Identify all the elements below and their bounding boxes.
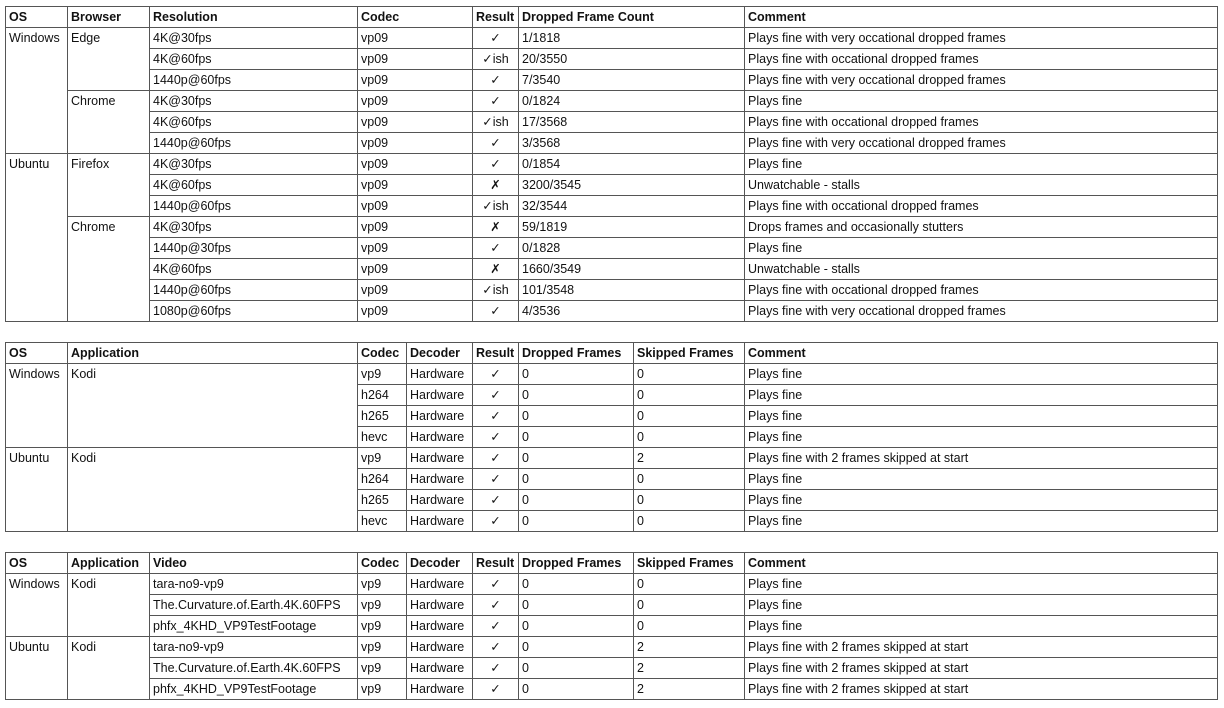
comment-cell: Plays fine [745,511,1218,532]
column-header-result: Result [473,553,519,574]
comment-cell: Plays fine [745,238,1218,259]
table-row [6,112,1218,133]
table-row [6,679,1218,700]
resolution-cell: 4K@60fps [150,112,358,133]
dropped-frames-cell: 0 [519,385,634,406]
dropped-frame-count-cell: 7/3540 [519,70,745,91]
comment-cell: Plays fine [745,595,1218,616]
codec-cell: vp09 [358,154,473,175]
browser-cell: Chrome [68,217,150,322]
codec-cell: vp9 [358,658,407,679]
video-cell: The.Curvature.of.Earth.4K.60FPS [150,595,358,616]
decoder-cell: Hardware [407,595,473,616]
decoder-cell: Hardware [407,574,473,595]
dropped-frame-count-cell: 17/3568 [519,112,745,133]
comment-cell: Plays fine with 2 frames skipped at start [745,679,1218,700]
codec-cell: vp9 [358,637,407,658]
codec-cell: vp9 [358,679,407,700]
codec-cell: h264 [358,385,407,406]
comment-cell: Plays fine [745,154,1218,175]
column-header-result: Result [473,343,519,364]
column-header-result: Result [473,7,519,28]
dropped-frame-count-cell: 0/1824 [519,91,745,112]
result-cell: ✓ [473,679,519,700]
skipped-frames-cell: 2 [634,637,745,658]
comment-cell: Plays fine [745,406,1218,427]
table-row [6,217,1218,238]
result-cell: ✓ [473,616,519,637]
skipped-frames-cell: 0 [634,364,745,385]
video-table-header-row [6,553,1218,574]
application-table-header-row [6,343,1218,364]
decoder-cell: Hardware [407,406,473,427]
comment-cell: Plays fine [745,616,1218,637]
dropped-frames-cell: 0 [519,595,634,616]
skipped-frames-cell: 0 [634,385,745,406]
column-header-codec: Codec [358,553,407,574]
comment-cell: Plays fine with very occational dropped frames [745,133,1218,154]
application-cell: Kodi [68,637,150,700]
skipped-frames-cell: 0 [634,616,745,637]
result-cell: ✓ [473,574,519,595]
result-cell: ✓ [473,301,519,322]
application-cell: Kodi [68,364,358,448]
table-row [6,70,1218,91]
os-cell: Ubuntu [6,637,68,700]
result-cell: ✓ [473,238,519,259]
comment-cell: Plays fine with 2 frames skipped at start [745,448,1218,469]
table-row [6,616,1218,637]
dropped-frames-cell: 0 [519,469,634,490]
comment-cell: Plays fine with 2 frames skipped at start [745,637,1218,658]
column-header-comment: Comment [745,553,1218,574]
result-cell: ✓ [473,364,519,385]
dropped-frame-count-cell: 0/1854 [519,154,745,175]
column-header-os: OS [6,553,68,574]
comment-cell: Unwatchable - stalls [745,175,1218,196]
table-row [6,364,1218,385]
comment-cell: Plays fine [745,490,1218,511]
video-cell: phfx_4KHD_VP9TestFootage [150,616,358,637]
table-row [6,154,1218,175]
result-cell: ✓ [473,70,519,91]
skipped-frames-cell: 2 [634,679,745,700]
result-cell: ✓ [473,469,519,490]
column-header-dropped-frames: Dropped Frames [519,553,634,574]
table-row [6,637,1218,658]
result-cell: ✓ [473,637,519,658]
comment-cell: Plays fine [745,574,1218,595]
column-header-skipped-frames: Skipped Frames [634,343,745,364]
resolution-cell: 1440p@60fps [150,280,358,301]
skipped-frames-cell: 0 [634,469,745,490]
result-cell: ✓ [473,427,519,448]
comment-cell: Plays fine [745,385,1218,406]
column-header-dropped-frame-count: Dropped Frame Count [519,7,745,28]
table-row [6,259,1218,280]
dropped-frame-count-cell: 20/3550 [519,49,745,70]
comment-cell: Plays fine with occational dropped frames [745,196,1218,217]
codec-cell: vp9 [358,616,407,637]
dropped-frames-cell: 0 [519,448,634,469]
browser-playback-table [5,6,1218,322]
result-cell: ✓ [473,511,519,532]
codec-cell: vp09 [358,238,473,259]
comment-cell: Plays fine [745,364,1218,385]
dropped-frame-count-cell: 3200/3545 [519,175,745,196]
skipped-frames-cell: 0 [634,574,745,595]
result-cell: ✓ish [473,280,519,301]
application-cell: Kodi [68,574,150,637]
table-row [6,448,1218,469]
decoder-cell: Hardware [407,658,473,679]
dropped-frame-count-cell: 0/1828 [519,238,745,259]
dropped-frames-cell: 0 [519,364,634,385]
codec-cell: vp09 [358,301,473,322]
dropped-frames-cell: 0 [519,511,634,532]
codec-cell: vp09 [358,196,473,217]
codec-cell: hevc [358,511,407,532]
column-header-comment: Comment [745,343,1218,364]
column-header-decoder: Decoder [407,553,473,574]
column-header-comment: Comment [745,7,1218,28]
result-cell: ✓ [473,133,519,154]
video-cell: tara-no9-vp9 [150,637,358,658]
codec-cell: vp09 [358,133,473,154]
column-header-dropped-frames: Dropped Frames [519,343,634,364]
comment-cell: Plays fine with very occational dropped frames [745,301,1218,322]
column-header-os: OS [6,343,68,364]
comment-cell: Plays fine with occational dropped frames [745,49,1218,70]
os-cell: Ubuntu [6,448,68,532]
comment-cell: Plays fine with occational dropped frames [745,280,1218,301]
dropped-frame-count-cell: 4/3536 [519,301,745,322]
resolution-cell: 4K@60fps [150,175,358,196]
column-header-decoder: Decoder [407,343,473,364]
column-header-application: Application [68,343,358,364]
dropped-frames-cell: 0 [519,616,634,637]
column-header-application: Application [68,553,150,574]
result-cell: ✓ [473,595,519,616]
resolution-cell: 1080p@60fps [150,301,358,322]
dropped-frame-count-cell: 101/3548 [519,280,745,301]
dropped-frames-cell: 0 [519,658,634,679]
table-row [6,595,1218,616]
result-cell: ✓ [473,154,519,175]
resolution-cell: 1440p@30fps [150,238,358,259]
codec-cell: vp09 [358,217,473,238]
decoder-cell: Hardware [407,616,473,637]
decoder-cell: Hardware [407,448,473,469]
dropped-frame-count-cell: 32/3544 [519,196,745,217]
comment-cell: Plays fine with 2 frames skipped at start [745,658,1218,679]
dropped-frames-cell: 0 [519,637,634,658]
video-cell: tara-no9-vp9 [150,574,358,595]
os-cell: Windows [6,364,68,448]
codec-cell: vp9 [358,574,407,595]
resolution-cell: 4K@60fps [150,49,358,70]
result-cell: ✗ [473,259,519,280]
table-row [6,280,1218,301]
comment-cell: Plays fine with occational dropped frames [745,112,1218,133]
skipped-frames-cell: 0 [634,511,745,532]
os-cell: Windows [6,574,68,637]
browser-table-header-row [6,7,1218,28]
codec-cell: hevc [358,427,407,448]
decoder-cell: Hardware [407,511,473,532]
skipped-frames-cell: 0 [634,427,745,448]
dropped-frames-cell: 0 [519,406,634,427]
table-row [6,49,1218,70]
result-cell: ✗ [473,175,519,196]
result-cell: ✓ [473,91,519,112]
os-cell: Windows [6,28,68,154]
column-header-codec: Codec [358,7,473,28]
result-cell: ✗ [473,217,519,238]
result-cell: ✓ [473,490,519,511]
table-row [6,301,1218,322]
resolution-cell: 4K@30fps [150,28,358,49]
codec-cell: vp09 [358,49,473,70]
codec-cell: h265 [358,406,407,427]
browser-cell: Firefox [68,154,150,217]
dropped-frames-cell: 0 [519,679,634,700]
table-row [6,28,1218,49]
comment-cell: Unwatchable - stalls [745,259,1218,280]
skipped-frames-cell: 0 [634,595,745,616]
result-cell: ✓ [473,658,519,679]
dropped-frames-cell: 0 [519,574,634,595]
video-cell: The.Curvature.of.Earth.4K.60FPS [150,658,358,679]
comment-cell: Plays fine [745,91,1218,112]
dropped-frames-cell: 0 [519,427,634,448]
skipped-frames-cell: 2 [634,658,745,679]
dropped-frame-count-cell: 1660/3549 [519,259,745,280]
result-cell: ✓ [473,406,519,427]
browser-cell: Edge [68,28,150,91]
skipped-frames-cell: 0 [634,490,745,511]
result-cell: ✓ish [473,112,519,133]
browser-cell: Chrome [68,91,150,154]
codec-cell: vp9 [358,364,407,385]
comment-cell: Plays fine with very occational dropped frames [745,70,1218,91]
codec-cell: vp09 [358,259,473,280]
result-cell: ✓ [473,28,519,49]
column-header-skipped-frames: Skipped Frames [634,553,745,574]
comment-cell: Plays fine [745,469,1218,490]
comment-cell: Plays fine with very occational dropped frames [745,28,1218,49]
table-row [6,196,1218,217]
application-playback-table [5,342,1218,532]
resolution-cell: 4K@30fps [150,217,358,238]
dropped-frame-count-cell: 3/3568 [519,133,745,154]
decoder-cell: Hardware [407,490,473,511]
table-row [6,91,1218,112]
dropped-frame-count-cell: 59/1819 [519,217,745,238]
comment-cell: Drops frames and occasionally stutters [745,217,1218,238]
codec-cell: vp09 [358,28,473,49]
codec-cell: vp09 [358,70,473,91]
decoder-cell: Hardware [407,364,473,385]
video-playback-table [5,552,1218,700]
decoder-cell: Hardware [407,679,473,700]
resolution-cell: 1440p@60fps [150,133,358,154]
codec-cell: h264 [358,469,407,490]
result-cell: ✓ [473,385,519,406]
table-row [6,574,1218,595]
resolution-cell: 4K@30fps [150,91,358,112]
skipped-frames-cell: 2 [634,448,745,469]
decoder-cell: Hardware [407,385,473,406]
column-header-video: Video [150,553,358,574]
table-row [6,175,1218,196]
application-cell: Kodi [68,448,358,532]
skipped-frames-cell: 0 [634,406,745,427]
codec-cell: vp9 [358,448,407,469]
result-cell: ✓ [473,448,519,469]
resolution-cell: 4K@30fps [150,154,358,175]
column-header-browser: Browser [68,7,150,28]
os-cell: Ubuntu [6,154,68,322]
resolution-cell: 4K@60fps [150,259,358,280]
decoder-cell: Hardware [407,427,473,448]
decoder-cell: Hardware [407,469,473,490]
column-header-codec: Codec [358,343,407,364]
decoder-cell: Hardware [407,637,473,658]
table-row [6,238,1218,259]
codec-cell: vp09 [358,112,473,133]
video-cell: phfx_4KHD_VP9TestFootage [150,679,358,700]
codec-cell: vp09 [358,280,473,301]
column-header-os: OS [6,7,68,28]
table-row [6,133,1218,154]
resolution-cell: 1440p@60fps [150,70,358,91]
result-cell: ✓ish [473,49,519,70]
dropped-frame-count-cell: 1/1818 [519,28,745,49]
comment-cell: Plays fine [745,427,1218,448]
result-cell: ✓ish [473,196,519,217]
column-header-resolution: Resolution [150,7,358,28]
dropped-frames-cell: 0 [519,490,634,511]
codec-cell: vp09 [358,91,473,112]
resolution-cell: 1440p@60fps [150,196,358,217]
table-row [6,658,1218,679]
codec-cell: vp09 [358,175,473,196]
codec-cell: vp9 [358,595,407,616]
codec-cell: h265 [358,490,407,511]
